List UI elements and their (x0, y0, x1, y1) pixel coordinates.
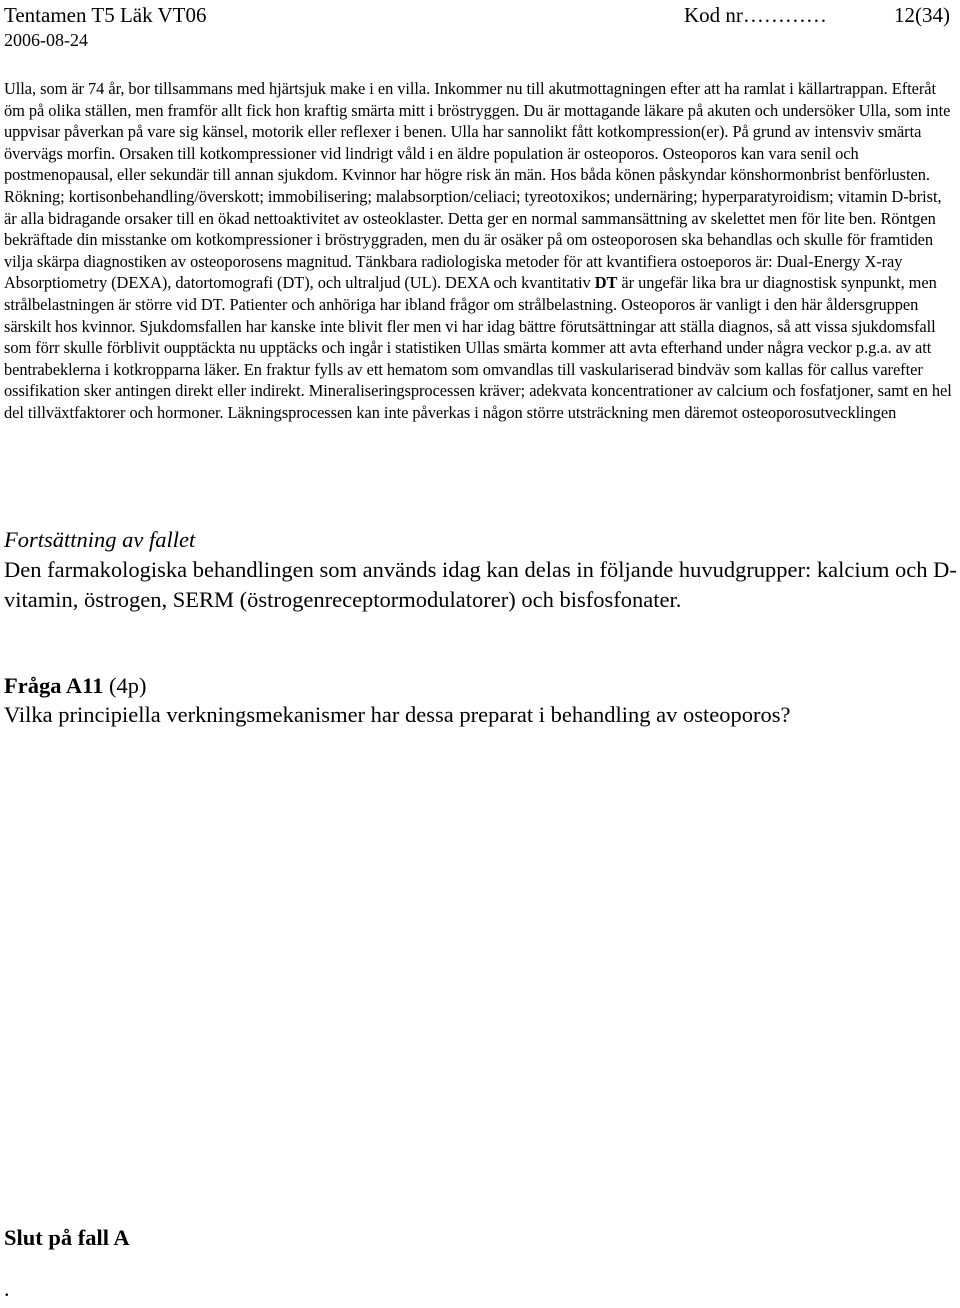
case-text-part1: Ulla, som är 74 år, bor tillsammans med hjärtsjuk make i en villa. Inkommer nu till akutmottagningen efter att ha ramlat i källartrappan. Efteråt öm på olika ställen, men framför allt fick hon kraftig smärta mitt i bröstryggen. Du är mottagande läkare på akuten och undersöker Ulla, som inte uppvisar påverkan på vare sig känsel, motorik eller reflexer i benen. Ulla har sannolikt fått kotkompression(er). På grund av intensviv smärta övervägs morfin. Orsaken till kotkompressioner vid lindrigt våld i en äldre population är osteoporos. Osteoporos kan vara senil och postmenopausal, eller sekundär till annan sjukdom. Kvinnor har högre risk än män. Hos båda könen påskyndar könshormonbrist benförlusten. Rökning; kortisonbehandling/överskott; immobilisering; malabsorption/celiaci; tyreotoxikos; undernäring; hyperparatyroidism; vitamin D-brist, är alla bidragande orsaker till en ökad nettoaktivitet av osteoklaster. Detta ger en normal sammansättning av skelettet men för lite ben. Röntgen bekräftade din misstanke om kotkompressioner i bröstryggraden, men du är osäker på om osteoporosen ska behandlas och skulle för framtiden vilja skärpa diagnostiken av osteoporosens magnitud. Tänkbara radiologiska metoder för att kvantifiera ostoeporos är: Dual-Energy X-ray Absorptiometry (DEXA), datortomografi (DT), och ultraljud (UL). DEXA och kvantitativ (4, 79, 951, 293)
case-text-bold: DT (594, 273, 618, 293)
exam-title: Tentamen T5 Läk VT06 (4, 3, 207, 27)
question-text: Vilka principiella verkningsmekanismer har dessa preparat i behandling av osteoporos? (4, 702, 791, 727)
end-dot: . (4, 1276, 10, 1301)
case-description (4, 78, 958, 424)
question-heading (4, 672, 147, 700)
code-number-field: Kod nr………… (684, 3, 827, 27)
document-page (4, 0, 956, 1308)
continuation-text: Den farmakologiska behandlingen som används idag kan delas in följande huvudgrupper: kalcium och D-vitamin, östrogen, SERM (östrogenreceptormodulatorer) och bisfosfonater. (4, 557, 957, 612)
continuation-heading: Fortsättning av fallet (4, 527, 196, 552)
case-text-part2: är ungefär lika bra ur diagnostisk synpunkt, men strålbelastningen är större vid DT. Patienter och anhöriga har ibland frågor om strålbelastning. Osteoporos är vanligt i den här åldersgruppen särskilt hos kvinnor. Sjukdomsfallen har kanske inte blivit fler men vi har idag bättre förutsättningar att ställa diagnos, så att vissa sjukdomsfall som förr skulle förblivit oupptäckta nu upptäcks och ingår i statistiken Ullas smärta kommer att avta efterhand under några veckor p.g.a. av att bentrabeklerna i kotkropparna läker. En fraktur fylls av ett hematom som omvandlas till vaskulariserad bindväv som kallas för callus varefter ossifikation sker antingen direkt eller indirekt. Mineraliseringsprocessen kräver; adekvata koncentrationer av calcium och fosfatjoner, samt en hel del tillväxtfaktorer och hormoner. Läkningsprocessen kan inte påverkas i någon större utsträckning men däremot osteoporosutvecklingen (4, 273, 952, 422)
page-number: 12(34) (894, 3, 950, 27)
exam-date: 2006-08-24 (4, 30, 88, 50)
end-of-case-label: Slut på fall A (4, 1225, 130, 1250)
question-points: (4p) (103, 673, 147, 698)
page-header (4, 2, 956, 28)
question-label: Fråga A11 (4, 673, 104, 698)
